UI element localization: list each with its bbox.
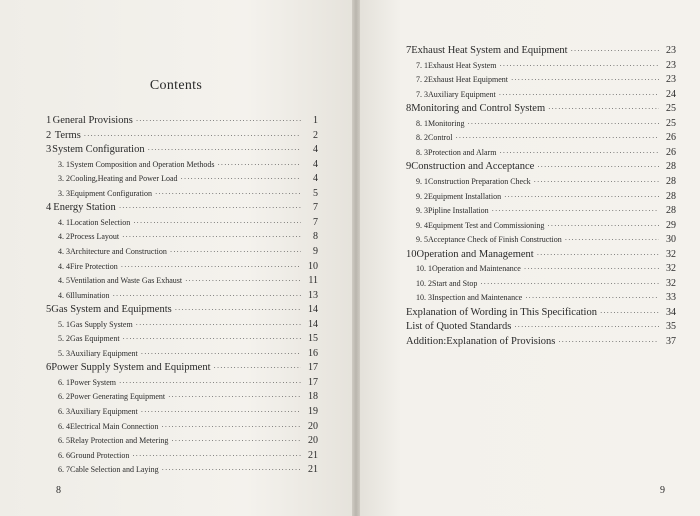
toc-entry: [416, 176, 676, 187]
dot-leader: [84, 132, 301, 140]
toc-entry-label: Auxiliary Equipment: [70, 348, 138, 358]
toc-entry: [58, 231, 318, 242]
toc-entry-label: Control: [428, 133, 453, 143]
toc-entry-page: 25: [666, 103, 676, 115]
toc-entry-number: 8. 1: [416, 118, 428, 128]
toc-entry-number: 3. 3: [58, 188, 70, 198]
toc-entry-label: Equipment Installation: [428, 191, 502, 201]
toc-entry: [58, 391, 318, 402]
toc-entry-number: 9. 3: [416, 206, 428, 216]
toc-entry-page: 5: [313, 187, 318, 199]
dot-leader: [119, 379, 301, 387]
dot-leader: [571, 47, 659, 55]
toc-entry: [416, 234, 676, 245]
toc-entry-label: Cable Selection and Laying: [70, 465, 159, 475]
toc-entry-number: 4. 5: [58, 276, 70, 286]
toc-entry-label: Inspection and Maintenance: [432, 293, 523, 303]
toc-entry-label: Terms: [54, 129, 81, 141]
toc-entry: [46, 130, 318, 141]
toc-entry-number: 6. 2: [58, 392, 70, 402]
toc-entry-number: 2: [46, 129, 52, 141]
toc-entry-label: Construction and Acceptance: [411, 161, 535, 173]
toc-entry-page: 32: [666, 277, 676, 289]
toc-entry-page: 23: [666, 45, 676, 56]
toc-entry: [58, 246, 318, 257]
toc-entry-number: 7: [406, 45, 412, 56]
toc-entry: [58, 290, 318, 301]
toc-entry: [46, 304, 318, 315]
toc-entry-label: Relay Protection and Metering: [70, 436, 169, 446]
toc-entry-label: Operation and Maintenance: [432, 264, 521, 274]
toc-entry-page: 28: [666, 175, 676, 187]
toc-entry: [406, 161, 676, 172]
dot-leader: [170, 248, 301, 256]
toc-entry-label: Exhaust Heat System and Equipment: [411, 45, 568, 56]
toc-entry-label: Power Generating Equipment: [70, 392, 166, 402]
dot-leader: [558, 338, 659, 346]
toc-entry: [58, 377, 318, 388]
dot-leader: [537, 163, 659, 171]
toc-entry-label: Ventilation and Waste Gas Exhaust: [70, 276, 183, 286]
toc-entry: [416, 292, 676, 303]
toc-entry-label: Ground Protection: [70, 450, 130, 460]
dot-leader: [141, 408, 301, 416]
toc-entry: [406, 45, 676, 56]
toc-entry-number: 4. 4: [58, 261, 70, 271]
toc-entry: [416, 74, 676, 85]
toc-entry: [58, 435, 318, 446]
toc-entry-label: Gas System and Equipments: [51, 304, 172, 316]
toc-entry: [46, 362, 318, 373]
toc-entry-page: 30: [666, 234, 676, 246]
toc-entry: [58, 319, 318, 330]
toc-entry-page: 23: [666, 59, 676, 71]
toc-entry-number: 10. 3: [416, 293, 432, 303]
toc-entry-page: 26: [666, 146, 676, 158]
toc-entry-label: Process Layout: [70, 232, 120, 242]
toc-entry: [58, 333, 318, 344]
toc-entry-page: 25: [666, 117, 676, 129]
toc-entry-page: 28: [666, 190, 676, 202]
dot-leader: [161, 423, 301, 431]
toc-entry-number: 1: [46, 115, 52, 126]
toc-entry-label: Energy Station: [53, 202, 116, 214]
dot-leader: [148, 146, 301, 154]
toc-entry: [58, 348, 318, 359]
toc-entry-page: 17: [308, 376, 318, 388]
toc-entry-page: 19: [308, 406, 318, 417]
toc-entry-number: 4. 2: [58, 232, 70, 242]
toc-entry-number: 4. 3: [58, 246, 70, 256]
toc-entry: [416, 118, 676, 129]
toc-entry-label: Auxiliary Equipment: [428, 89, 496, 99]
toc-entry-page: 4: [313, 158, 318, 170]
toc-entry-label: Monitoring: [428, 118, 465, 128]
dot-leader: [565, 236, 659, 244]
toc-entry-label: Auxiliary Equipment: [70, 407, 138, 416]
toc-entry-label: Addition:Explanation of Provisions: [406, 336, 556, 347]
toc-entry-label: Protection and Alarm: [428, 147, 497, 157]
toc-entry: [416, 89, 676, 100]
dot-leader: [136, 117, 301, 125]
dot-leader: [525, 294, 659, 302]
toc-entry-label: System Configuration: [52, 144, 145, 156]
dot-leader: [217, 161, 301, 169]
toc-entry-page: 28: [666, 205, 676, 217]
toc-entry: [46, 202, 318, 213]
dot-leader: [600, 309, 659, 317]
toc-entry-page: 1: [313, 115, 318, 126]
dot-leader: [537, 251, 659, 259]
toc-entry-page: 35: [666, 321, 676, 333]
toc-entry-label: List of Quoted Standards: [406, 321, 512, 333]
toc-entry-page: 21: [308, 464, 318, 476]
toc-entry-page: 9: [313, 245, 318, 257]
dot-leader: [113, 292, 301, 300]
toc-entry-label: General Provisions: [52, 115, 133, 126]
toc-entry-number: 5. 2: [58, 334, 70, 344]
toc-entry-label: Gas Supply System: [70, 319, 133, 329]
toc-entry-label: Power System: [70, 377, 116, 387]
toc-entry: [58, 275, 318, 286]
dot-leader: [185, 277, 301, 285]
toc-entry-label: Operation and Management: [416, 248, 534, 260]
toc-entry-page: 20: [308, 420, 318, 432]
toc-entry-page: 14: [308, 318, 318, 330]
right-page-number: 9: [660, 485, 665, 496]
toc-entry-page: 33: [666, 292, 676, 304]
toc-entry-label: Pipline Installation: [428, 206, 489, 216]
toc-entry: [416, 205, 676, 216]
toc-entry-number: 3. 1: [58, 159, 70, 169]
toc-entry-number: 4. 6: [58, 290, 70, 300]
toc-entry: [406, 307, 676, 318]
dot-leader: [171, 437, 301, 445]
toc-entry: [416, 220, 676, 231]
toc-entry: [46, 144, 318, 155]
toc-entry-label: Electrical Main Connection: [70, 421, 159, 431]
toc-entry-number: 6. 3: [58, 407, 70, 416]
toc-entry: [416, 147, 676, 158]
dot-leader: [455, 134, 659, 142]
toc-entry: [58, 261, 318, 272]
toc-entry-page: 29: [666, 219, 676, 231]
book-gutter: [352, 0, 360, 516]
toc-entry-number: 6. 5: [58, 436, 70, 446]
dot-leader: [162, 466, 301, 474]
toc-entry-number: 8. 3: [416, 147, 428, 157]
dot-leader: [499, 149, 659, 157]
dot-leader: [123, 335, 301, 343]
toc-entry-label: Monitoring and Control System: [411, 103, 546, 115]
dot-leader: [214, 364, 302, 372]
dot-leader: [467, 120, 659, 128]
dot-leader: [524, 265, 659, 273]
toc-entry: [416, 191, 676, 202]
toc-entry: [58, 159, 318, 170]
toc-entry-page: 13: [308, 289, 318, 301]
dot-leader: [155, 190, 301, 198]
dot-leader: [133, 219, 301, 227]
toc-entry: [406, 321, 676, 332]
toc-entry-number: 9. 5: [416, 235, 428, 245]
toc-entry-page: 7: [313, 202, 318, 214]
toc-entry: [58, 217, 318, 228]
toc-entry-label: Gas Equipment: [70, 334, 120, 344]
toc-entry-number: 9. 2: [416, 191, 428, 201]
toc-entry-page: 16: [308, 347, 318, 359]
toc-entry-number: 9: [406, 161, 412, 173]
toc-entry-page: 2: [313, 129, 318, 141]
toc-entry-label: System Composition and Operation Methods: [70, 159, 215, 169]
dot-leader: [499, 62, 659, 70]
toc-entry-page: 14: [308, 304, 318, 316]
dot-leader: [492, 207, 659, 215]
toc-entry-page: 32: [666, 248, 676, 260]
toc-entry-label: Equipment Test and Commissioning: [428, 220, 545, 230]
dot-leader: [534, 178, 659, 186]
toc-entry-page: 7: [313, 216, 318, 228]
toc-entry-label: Illumination: [70, 290, 110, 300]
dot-leader: [132, 452, 301, 460]
dot-leader: [122, 233, 301, 241]
toc-entry-page: 21: [308, 449, 318, 461]
dot-leader: [548, 105, 659, 113]
toc-entry-page: 20: [308, 435, 318, 447]
contents-title: Contents: [149, 78, 203, 93]
toc-entry-label: Cooling,Heating and Power Load: [70, 174, 178, 184]
toc-entry: [406, 336, 676, 347]
dot-leader: [547, 222, 659, 230]
dot-leader: [181, 175, 301, 183]
dot-leader: [504, 193, 659, 201]
toc-entry-number: 7. 3: [416, 89, 428, 99]
toc-entry-page: 17: [308, 362, 318, 374]
toc-entry: [58, 421, 318, 432]
toc-entry-number: 10. 2: [416, 278, 432, 288]
toc-entry-page: 34: [666, 306, 676, 318]
dot-leader: [514, 323, 659, 331]
toc-entry-number: 10: [406, 248, 417, 260]
toc-entry: [416, 132, 676, 143]
toc-entry: [58, 406, 318, 417]
toc-entry: [58, 188, 318, 199]
toc-entry-number: 8: [406, 103, 412, 115]
toc-entry-number: 6. 6: [58, 450, 70, 460]
left-page-number: 8: [56, 485, 61, 496]
toc-entry-page: 10: [308, 260, 318, 272]
toc-entry-page: 28: [666, 161, 676, 173]
toc-entry-page: 23: [666, 74, 676, 86]
toc-entry: [416, 278, 676, 289]
dot-leader: [141, 350, 301, 358]
toc-entry-page: 11: [308, 275, 318, 287]
toc-entry-page: 26: [666, 132, 676, 144]
toc-entry-label: Start and Stop: [432, 278, 478, 288]
dot-leader: [168, 393, 301, 401]
toc-entry-label: Explanation of Wording in This Specification: [406, 306, 597, 318]
dot-leader: [136, 321, 301, 329]
toc-entry-number: 6. 7: [58, 465, 70, 475]
toc-entry-number: 9. 1: [416, 176, 428, 186]
toc-entry-number: 8. 2: [416, 133, 428, 143]
toc-entry-page: 24: [666, 88, 676, 100]
toc-entry: [58, 450, 318, 461]
toc-entry-number: 5. 1: [58, 319, 70, 329]
toc-entry-number: 9. 4: [416, 220, 428, 230]
toc-entry: [416, 263, 676, 274]
toc-entry-page: 8: [313, 231, 318, 243]
toc-entry-number: 6. 4: [58, 421, 70, 431]
toc-entry-label: Architecture and Construction: [70, 246, 167, 256]
toc-entry-number: 6. 1: [58, 377, 70, 387]
toc-entry-page: 4: [313, 173, 318, 185]
toc-entry-label: Power Supply System and Equipment: [51, 362, 211, 374]
toc-entry-number: 7. 1: [416, 60, 428, 70]
dot-leader: [121, 263, 301, 271]
toc-entry-label: Location Selection: [70, 217, 131, 227]
toc-entry: [58, 173, 318, 184]
toc-entry: [58, 464, 318, 475]
toc-entry-label: Construction Preparation Check: [428, 176, 531, 186]
toc-entry-page: 32: [666, 263, 676, 275]
dot-leader: [499, 91, 659, 99]
toc-entry-number: 10. 1: [416, 264, 432, 274]
toc-entry-label: Exhaust Heat System: [428, 60, 497, 70]
toc-entry-page: 18: [308, 391, 318, 403]
toc-entry-label: Acceptance Check of Finish Construction: [428, 235, 562, 245]
dot-leader: [511, 76, 659, 84]
toc-entry-number: 4. 1: [58, 217, 70, 227]
dot-leader: [175, 306, 301, 314]
toc-entry-number: 5. 3: [58, 348, 70, 358]
toc-entry-number: 3: [46, 144, 52, 156]
toc-entry: [406, 103, 676, 114]
dot-leader: [119, 204, 301, 212]
toc-entry-label: Equipment Configuration: [70, 188, 152, 198]
toc-entry: [416, 60, 676, 71]
toc-entry-label: Fire Protection: [70, 261, 118, 271]
toc-entry-number: 3. 2: [58, 174, 70, 184]
toc-entry-page: 15: [308, 333, 318, 345]
toc-entry-label: Exhaust Heat Equipment: [428, 75, 508, 85]
toc-entry-number: 4: [46, 202, 52, 214]
toc-entry-number: 6: [46, 362, 52, 374]
toc-entry-page: 37: [666, 336, 676, 347]
toc-entry: [46, 115, 318, 126]
toc-entry-number: 7. 2: [416, 75, 428, 85]
dot-leader: [480, 280, 659, 288]
toc-entry-page: 4: [313, 144, 318, 156]
toc-entry-number: 5: [46, 304, 52, 316]
toc-entry: [406, 249, 676, 260]
